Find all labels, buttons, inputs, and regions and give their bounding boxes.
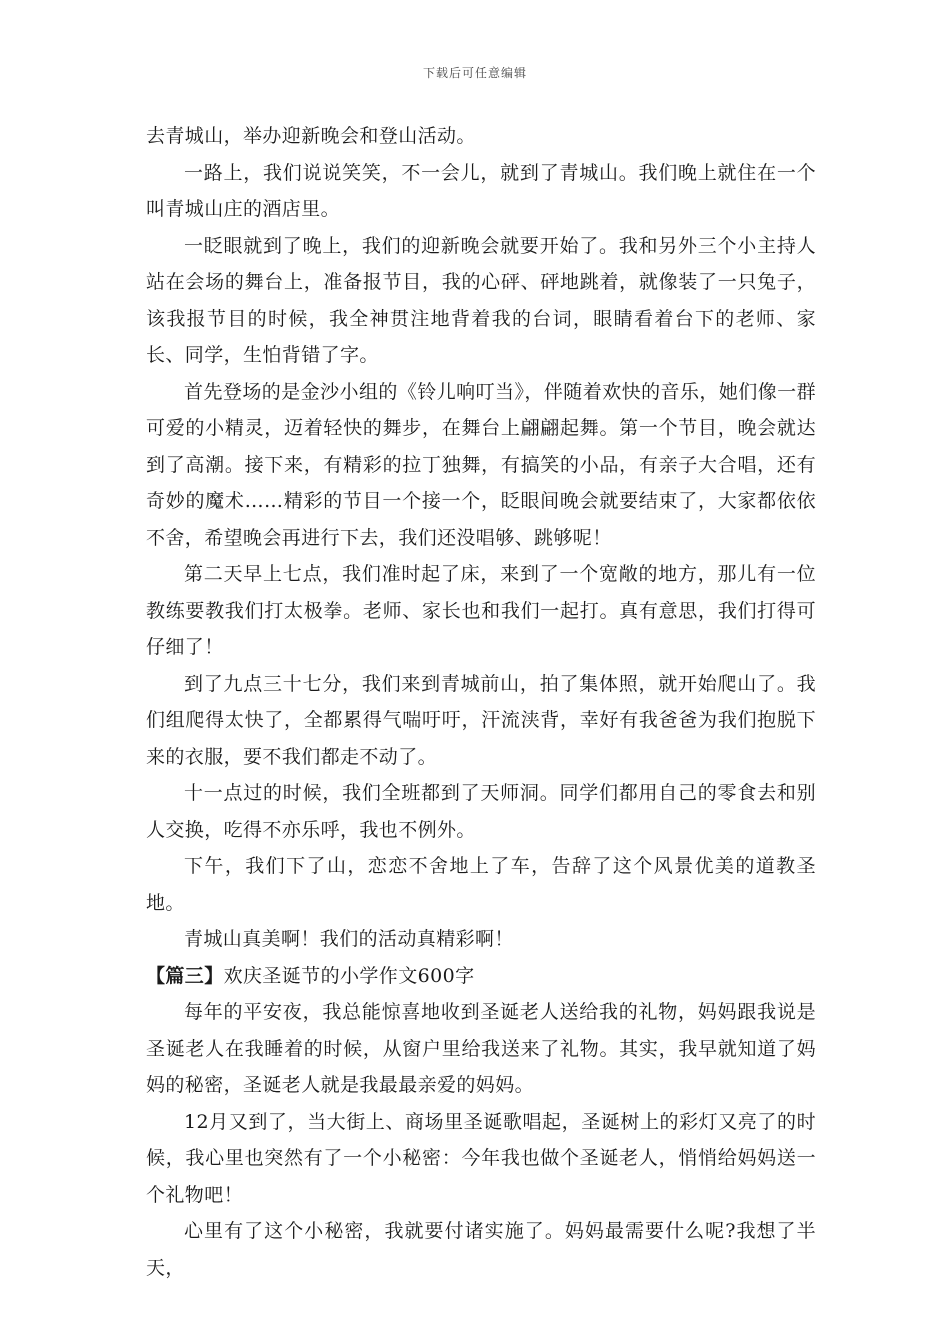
paragraph: 12月又到了，当大街上、商场里圣诞歌唱起，圣诞树上的彩灯又亮了的时候，我心里也突然有了一个小秘密：今年我也做个圣诞老人，悄悄给妈妈送一个礼物吧！: [146, 1110, 816, 1206]
paragraph: 一路上，我们说说笑笑，不一会儿，就到了青城山。我们晚上就住在一个叫青城山庄的酒店里。: [146, 161, 816, 220]
paragraph: 青城山真美啊！我们的活动真精彩啊！: [184, 928, 514, 950]
paragraph: 一眨眼就到了晚上，我们的迎新晚会就要开始了。我和另外三个小主持人站在会场的舞台上，准备报节目，我的心砰、砰地跳着，就像装了一只兔子，该我报节目的时候，我全神贯注地背着我的台词，眼睛看着台下的老师、家长、同学，生怕背错了字。: [146, 234, 816, 366]
section-heading: [146, 958, 816, 995]
paragraph: 下午，我们下了山，恋恋不舍地上了车，告辞了这个风景优美的道教圣地。: [146, 855, 816, 914]
paragraph: 心里有了这个小秘密，我就要付诸实施了。妈妈最需要什么呢?我想了半天，: [146, 1220, 816, 1279]
paragraph: 第二天早上七点，我们准时起了床，来到了一个宽敞的地方，那儿有一位教练要教我们打太极拳。老师、家长也和我们一起打。真有意思，我们打得可仔细了！: [146, 563, 816, 658]
paragraph: 去青城山，举办迎新晚会和登山活动。: [146, 125, 476, 147]
paragraph: 每年的平安夜，我总能惊喜地收到圣诞老人送给我的礼物，妈妈跟我说是圣诞老人在我睡着的时候，从窗户里给我送来了礼物。其实，我早就知道了妈妈的秘密，圣诞老人就是我最最亲爱的妈妈。: [146, 1001, 816, 1096]
document-body: [146, 118, 816, 1286]
section-label: 【篇三】: [146, 964, 224, 987]
paragraph: 十一点过的时候，我们全班都到了天师洞。同学们都用自己的零食去和别人交换，吃得不亦乐呼，我也不例外。: [146, 782, 816, 841]
section-title: 欢庆圣诞节的小学作文600字: [223, 964, 475, 987]
header-note: 下载后可任意编辑: [422, 66, 527, 80]
paragraph: 首先登场的是金沙小组的《铃儿响叮当》，伴随着欢快的音乐，她们像一群可爱的小精灵，迈着轻快的舞步，在舞台上翩翩起舞。第一个节目，晚会就达到了高潮。接下来，有精彩的拉丁独舞，有搞笑的小品，有亲子大合唱，还有奇妙的魔术……精彩的节目一个接一个，眨眼间晚会就要结束了，大家都依依不舍，希望晚会再进行下去，我们还没唱够、跳够呢！: [146, 380, 816, 549]
paragraph: 到了九点三十七分，我们来到青城前山，拍了集体照，就开始爬山了。我们组爬得太快了，全都累得气喘吁吁，汗流浃背，幸好有我爸爸为我们抱脱下来的衣服，要不我们都走不动了。: [146, 672, 816, 768]
